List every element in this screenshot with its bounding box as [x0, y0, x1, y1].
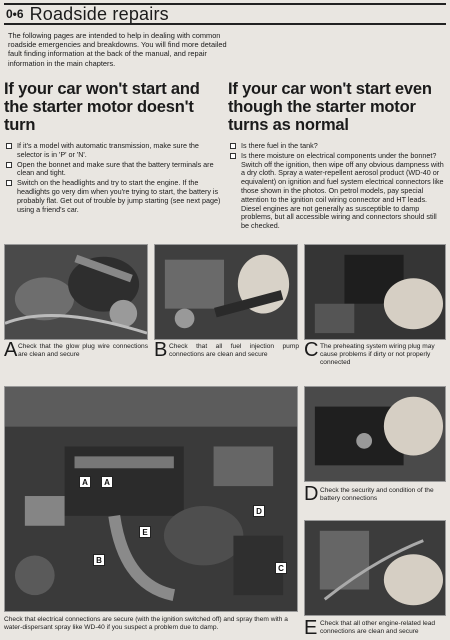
photo-e-caption: Check that all other engine-related lead connections are clean and secure	[320, 620, 436, 635]
checkbox-icon	[6, 180, 12, 186]
right-section-heading: If your car won't start even though the starter motor turns as normal	[228, 80, 432, 134]
engine-label-e: E	[139, 526, 151, 538]
photo-e-letter: E	[304, 617, 318, 639]
right-checklist	[228, 142, 446, 231]
intro-paragraph: The following pages are intended to help in dealing with common roadside emergencies and breakdowns. You will find more detailed fault finding information at the back of the manual, and repair information in the main chapters.	[8, 31, 227, 68]
photo-d-caption: Check the security and condition of the battery connections	[320, 487, 434, 502]
engine-label-c: C	[275, 562, 287, 574]
photo-preheating-plug	[304, 244, 446, 340]
photo-engine-leads	[304, 520, 446, 616]
page-title: Roadside repairs	[29, 3, 169, 24]
engine-label-b: B	[93, 554, 105, 566]
photo-a-letter: A	[4, 339, 18, 361]
engine-label-d: D	[253, 505, 265, 517]
left-section	[4, 80, 222, 215]
left-checklist	[4, 142, 222, 214]
photo-injection-pump	[154, 244, 298, 340]
left-section-heading: If your car won't start and the starter motor doesn't turn	[4, 80, 200, 134]
engine-label-a1: A	[79, 476, 91, 488]
photo-glow-plug	[4, 244, 148, 340]
checklist-item: If it's a model with automatic transmission, make sure the selector is in 'P' or 'N'.	[4, 142, 222, 160]
engine-label-a2: A	[101, 476, 113, 488]
checkbox-icon	[6, 162, 12, 168]
checkbox-icon	[230, 153, 236, 159]
photo-engine-bay	[4, 386, 298, 612]
checklist-item: Is there moisture on electrical components under the bonnet? Switch off the ignition, then wipe off any obvious dampness with a dry cloth. Spray a water-repellent aerosol product (WD-40 or equivalent) on ignition and fuel system electrical connectors like those shown in the photos. On petrol models, pay special attention to the ignition coil wiring connector and HT leads. Diesel engines are not generally as susceptible to damp problems, but all accessible wiring and connectors should still be checked.	[228, 152, 446, 231]
checklist-item: Switch on the headlights and try to start the engine. If the headlights go very dim when you're trying to start, the battery is probably flat. Get out of trouble by jump starting (see next page) using a friend's car.	[4, 179, 222, 214]
photo-b-caption: Check that all fuel injection pump connections are clean and secure	[169, 343, 299, 358]
checkbox-icon	[230, 143, 236, 149]
photo-d-letter: D	[304, 483, 319, 505]
photo-c-caption: The preheating system wiring plug may cause problems if dirty or not properly connected	[320, 343, 435, 366]
checklist-item: Open the bonnet and make sure that the battery terminals are clean and tight.	[4, 161, 222, 179]
engine-caption: Check that electrical connections are secure (with the ignition switched off) and spray them with a water-dispersant spray like WD-40 if you suspect a problem due to damp.	[4, 616, 288, 631]
page-header	[4, 3, 446, 25]
page-number: 0•6	[6, 7, 24, 21]
photo-a-caption: Check that the glow plug wire connections are clean and secure	[18, 343, 148, 358]
right-section	[228, 80, 446, 232]
photo-b-letter: B	[154, 339, 168, 361]
photo-c-letter: C	[304, 339, 319, 361]
checklist-item: Is there fuel in the tank?	[228, 142, 446, 151]
checkbox-icon	[6, 143, 12, 149]
photo-battery	[304, 386, 446, 482]
